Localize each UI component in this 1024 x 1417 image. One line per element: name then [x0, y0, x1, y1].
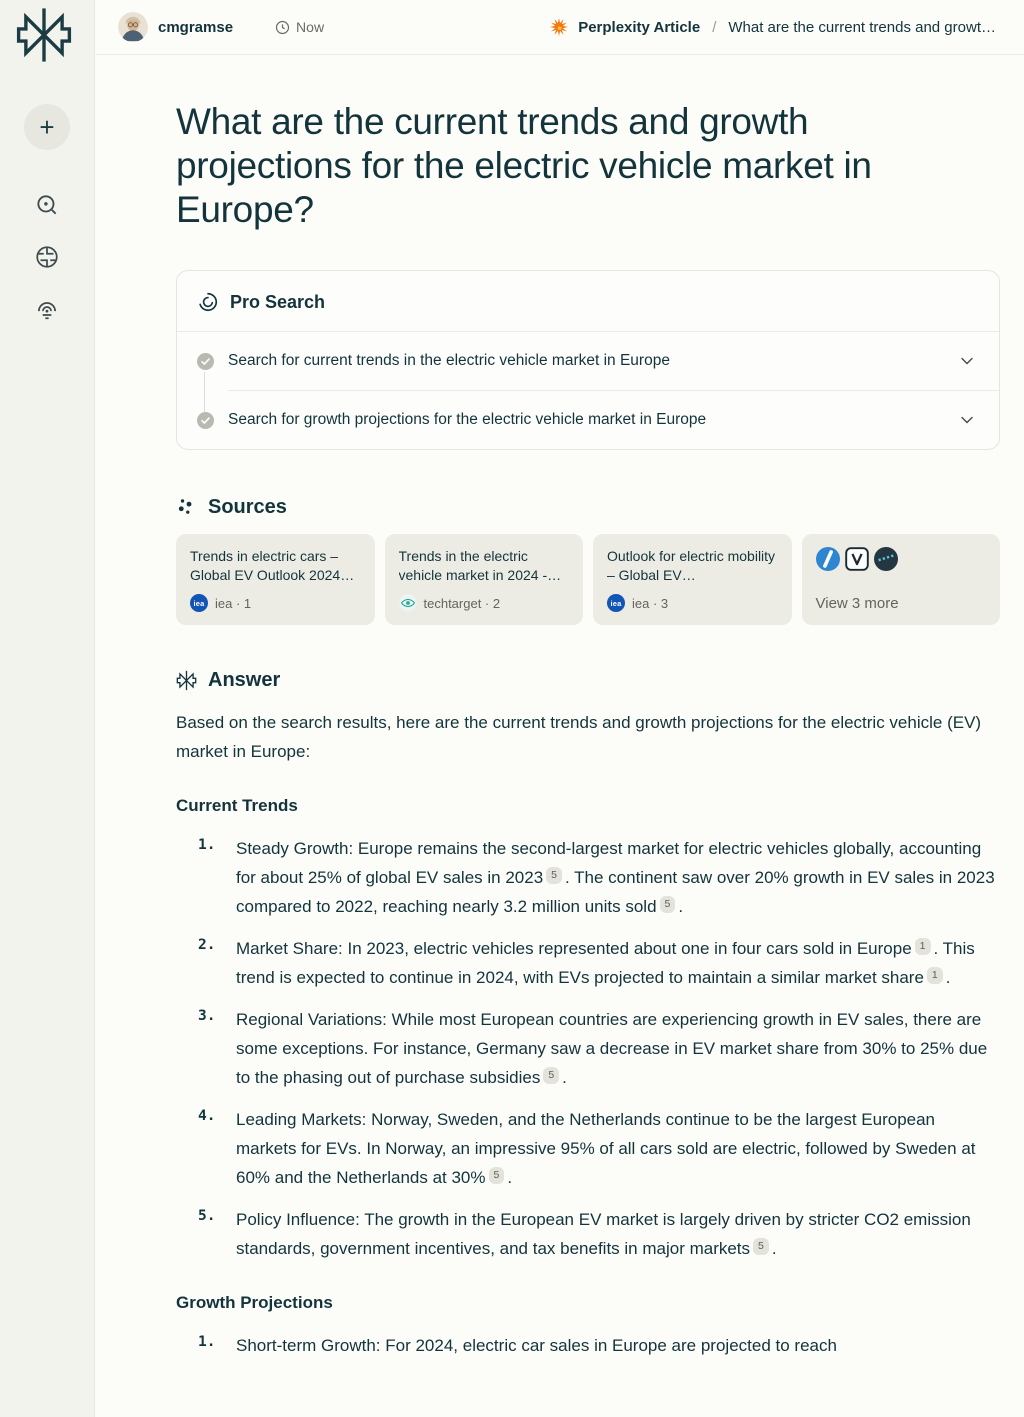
- list-item-text: Leading Markets: Norway, Sweden, and the Netherlands continue to be the largest European markets for EVs. In Norway, an impressive 95% of all cars sold are electric, followed by Sweden at 60% and the Netherlands at 30% 5 .: [236, 1110, 976, 1187]
- timestamp: Now: [275, 19, 324, 35]
- sources-icon: [176, 497, 197, 518]
- step-label: Search for current trends in the electric vehicle market in Europe: [228, 352, 670, 369]
- iea-favicon: iea: [607, 594, 625, 612]
- dark-dashes-favicon: [874, 547, 898, 571]
- sidebar-nav: [34, 192, 60, 322]
- collision-emoji-icon: [550, 18, 568, 36]
- source-title: Trends in electric cars – Global EV Outlook 2024…: [190, 548, 355, 583]
- list-item-text: Short-term Growth: For 2024, electric car sales in Europe are projected to reach: [236, 1336, 837, 1355]
- user-avatar[interactable]: [118, 12, 148, 42]
- pro-search-title: Pro Search: [230, 291, 326, 312]
- library-icon[interactable]: [34, 296, 60, 322]
- perplexity-logo-icon[interactable]: [15, 6, 73, 64]
- answer-body: [176, 796, 1000, 1360]
- step-label: Search for growth projections for the electric vehicle market in Europe: [228, 411, 707, 428]
- source-card[interactable]: [176, 534, 375, 625]
- answer-header: [176, 669, 1000, 692]
- pro-search-icon: [197, 291, 219, 313]
- list-number: 1.: [198, 837, 216, 853]
- source-meta: [399, 594, 570, 612]
- sources-header: [176, 496, 1000, 519]
- step-connector-line: [204, 372, 205, 412]
- source-meta: [607, 594, 778, 612]
- v-box-favicon: [845, 547, 869, 571]
- list-number: 2.: [198, 937, 216, 953]
- source-title: Outlook for electric mobility – Global EV…: [607, 548, 776, 583]
- list-number: 1.: [198, 1334, 216, 1350]
- answer-intro: Based on the search results, here are the current trends and growth projections for the electric vehicle (EV) market in Europe:: [176, 713, 982, 761]
- pro-search-header: [177, 271, 999, 331]
- answer-title: Answer: [208, 669, 281, 691]
- answer-subheading: Current Trends: [176, 796, 298, 815]
- new-thread-button[interactable]: +: [24, 104, 70, 150]
- answer-list-item: [176, 834, 1000, 921]
- answer-list-item: [176, 1005, 1000, 1092]
- answer-subheading: Growth Projections: [176, 1293, 333, 1312]
- sources-row: [176, 534, 1000, 625]
- source-meta: [190, 594, 361, 612]
- discover-icon[interactable]: [34, 192, 60, 218]
- main-content: [96, 56, 1024, 1417]
- citation-badge[interactable]: 5: [546, 867, 562, 884]
- chevron-down-icon[interactable]: [959, 412, 975, 428]
- breadcrumb: [550, 18, 996, 36]
- citation-badge[interactable]: 5: [489, 1167, 505, 1184]
- answer-list-item: [176, 1331, 1000, 1360]
- pro-search-card: [176, 270, 1000, 450]
- answer-list-item: [176, 1105, 1000, 1192]
- sidebar: [0, 0, 95, 1417]
- techtarget-favicon: [399, 594, 417, 612]
- list-item-text: Steady Growth: Europe remains the second-largest market for electric vehicles globally, accounting for about 25% of global EV sales in 2023 5 . The continent saw over 20% growth in EV sales in 2023 compared to 2022, reaching nearly 3.2 million units sold 5 .: [236, 839, 995, 916]
- source-site: iea · 1: [215, 595, 252, 611]
- username[interactable]: cmgramse: [158, 18, 234, 36]
- list-number: 5.: [198, 1208, 216, 1224]
- answer-list-item: [176, 934, 1000, 992]
- list-number: 4.: [198, 1108, 216, 1124]
- source-title: Trends in the electric vehicle market in 2024 -…: [398, 548, 562, 583]
- list-item-text: Policy Influence: The growth in the European EV market is largely driven by stricter CO2 emission standards, government incentives, and tax benefits in major markets 5 .: [236, 1210, 971, 1258]
- source-site: techtarget · 2: [423, 595, 501, 611]
- citation-badge[interactable]: 5: [543, 1067, 559, 1084]
- answer-list-item: [176, 1205, 1000, 1263]
- spaces-icon[interactable]: [34, 244, 60, 270]
- blue-slash-favicon: [816, 547, 840, 571]
- citation-badge[interactable]: 1: [927, 967, 943, 984]
- list-number: 3.: [198, 1008, 216, 1024]
- view-more-sources-card[interactable]: [802, 534, 1001, 625]
- list-item-text: Market Share: In 2023, electric vehicles represented about one in four cars sold in Europe 1 . This trend is expected to continue in 2024, with EVs projected to maintain a similar market share 1 .: [236, 939, 975, 987]
- source-site: iea · 3: [632, 595, 669, 611]
- pro-search-step[interactable]: [177, 332, 999, 390]
- answer-logo-icon: [176, 670, 197, 691]
- source-card[interactable]: [385, 534, 584, 625]
- iea-favicon: iea: [190, 594, 208, 612]
- pro-search-step[interactable]: [177, 391, 999, 449]
- chevron-down-icon[interactable]: [959, 353, 975, 369]
- breadcrumb-separator: /: [712, 18, 717, 36]
- breadcrumb-section[interactable]: Perplexity Article: [578, 18, 701, 36]
- answer-list: [176, 1331, 1000, 1360]
- citation-badge[interactable]: 5: [660, 896, 676, 913]
- view-more-label: View 3 more: [815, 595, 899, 612]
- sources-title: Sources: [208, 496, 287, 518]
- clock-icon: [275, 20, 290, 35]
- citation-badge[interactable]: 1: [915, 938, 931, 955]
- question-title: What are the current trends and growth projections for the electric vehicle market in Europe?: [176, 101, 872, 230]
- list-item-text: Regional Variations: While most European countries are experiencing growth in EV sales, there are some exceptions. For instance, Germany saw a decrease in EV market share from 30% to 25% due to the phasing out of purchase subsidies 5 .: [236, 1010, 988, 1087]
- top-header: [96, 0, 1024, 55]
- source-card[interactable]: [593, 534, 792, 625]
- completed-check-icon: [197, 412, 214, 429]
- breadcrumb-page-title[interactable]: What are the current trends and growt…: [728, 18, 996, 36]
- citation-badge[interactable]: 5: [753, 1238, 769, 1255]
- more-source-favicons: [816, 547, 987, 571]
- answer-list: [176, 834, 1000, 1263]
- pro-search-steps: [177, 332, 999, 449]
- completed-check-icon: [197, 353, 214, 370]
